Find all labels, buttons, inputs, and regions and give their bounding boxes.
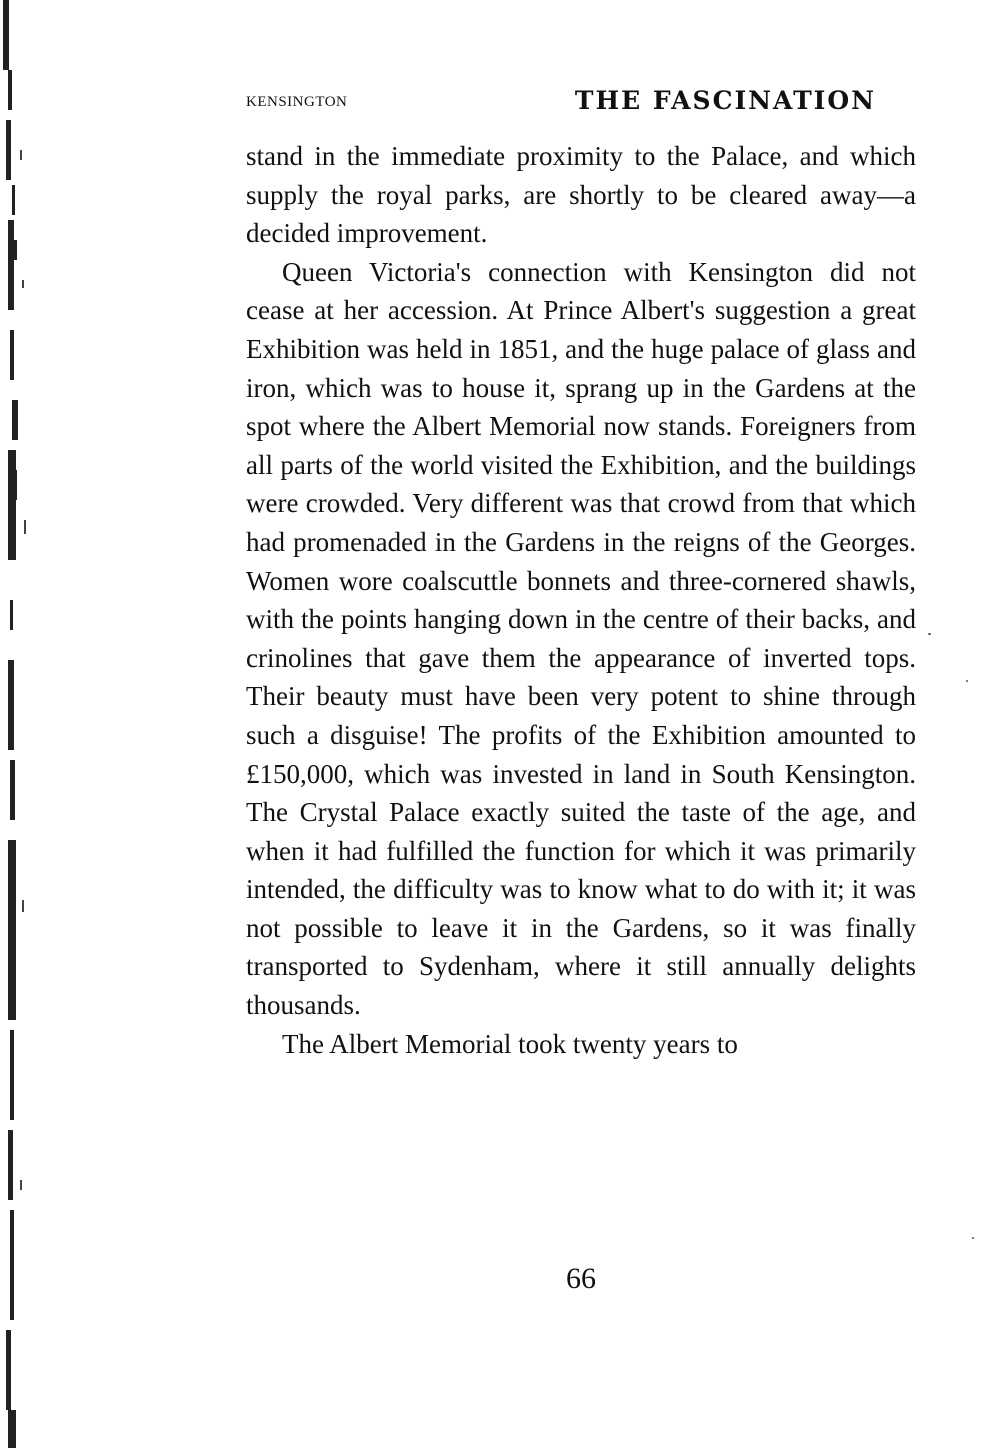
section-label: KENSINGTON [246,94,348,110]
page-number: 66 [566,1262,596,1295]
binding-edge [0,0,40,1448]
scan-speck [972,1237,974,1239]
chapter-title: THE FASCINATION [574,86,876,115]
body-text [246,137,916,1063]
paragraph-albert-memorial: The Albert Memorial took twenty years to [282,1028,738,1059]
paragraph-continued: stand in the immediate proximity to the Palace, and which supply the royal parks, are shortly to be cleared away—a decided improvement. [246,141,916,249]
scan-speck [966,680,968,682]
scan-speck [928,633,931,635]
running-head [246,86,876,120]
paragraph-exhibition: Queen Victoria's connection with Kensington did not cease at her accession. At Prince Albert's suggestion a great Exhibition was held in 1851, and the huge palace of glass and iron, which was to house it, sprang up in the Gardens at the spot where the Albert Memorial now stands. Foreigners from all parts of the world visited the Exhibition, and the buildings were crowded. Very different was that crowd from that which had promenaded in the Gardens in the reigns of the Georges. Women wore coalscuttle bonnets and three-cornered shawls, with the points hanging down in the centre of their backs, and crinolines that gave them the appearance of inverted tops. Their beauty must have been very potent to shine through such a disguise! The profits of the Exhibition amounted to £150,000, which was invested in land in South Kensington. The Crystal Palace exactly suited the taste of the age, and when it had fulfilled the function for which it was primarily intended, the difficulty was to know what to do with it; it was not possible to leave it in the Gardens, so it was finally transported to Sydenham, where it still annually delights thousands. [246,256,916,1021]
